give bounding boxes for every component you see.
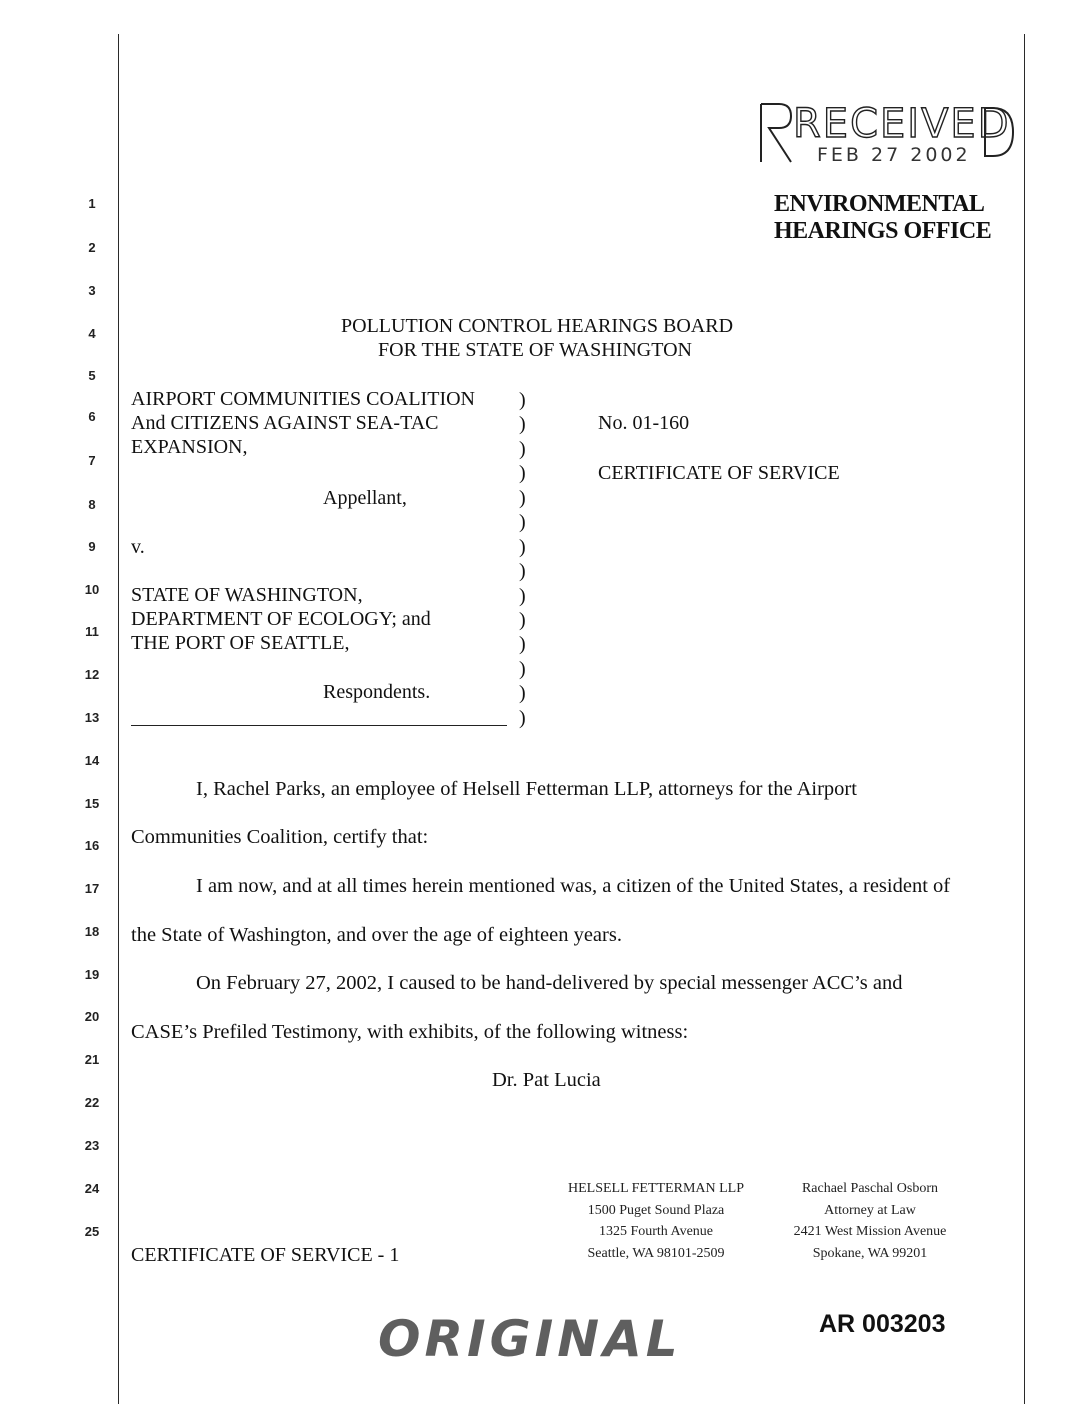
line-number: 16	[84, 838, 100, 853]
line-number: 12	[84, 667, 100, 682]
firm-address-line: Seattle, WA 98101-2509	[587, 1245, 725, 1261]
attorney-address-line: Spokane, WA 99201	[812, 1245, 928, 1261]
caption-underline	[131, 725, 507, 726]
caption-paren: )	[519, 633, 526, 655]
body-paragraph-line: CASE’s Prefiled Testimony, with exhibits, of the following witness:	[131, 1021, 689, 1043]
line-number: 17	[84, 881, 100, 896]
firm-address-line: 1500 Puget Sound Plaza	[587, 1202, 725, 1218]
line-number: 11	[85, 624, 99, 639]
appellant-line: AIRPORT COMMUNITIES COALITION	[131, 388, 475, 410]
attorney-address	[772, 1178, 968, 1264]
caption-paren: )	[519, 438, 526, 460]
caption-paren: )	[519, 536, 526, 558]
caption-paren: )	[519, 609, 526, 631]
caption-paren: )	[519, 413, 526, 435]
agency-line: ENVIRONMENTAL	[774, 191, 985, 217]
firm-address-line: 1325 Fourth Avenue	[598, 1224, 714, 1239]
caption-paren: )	[519, 682, 526, 704]
appellant-role: Appellant,	[323, 487, 407, 509]
line-number: 22	[84, 1095, 100, 1110]
caption-paren: )	[519, 389, 526, 411]
footer-page-label: CERTIFICATE OF SERVICE - 1	[131, 1244, 400, 1266]
case-number: No. 01-160	[598, 412, 690, 434]
line-number: 25	[84, 1224, 100, 1239]
line-number: 19	[84, 967, 100, 982]
line-number: 9	[88, 539, 96, 554]
line-number: 1	[88, 196, 96, 211]
line-number: 15	[84, 796, 100, 811]
received-stamp	[757, 100, 1017, 166]
line-number: 20	[84, 1009, 100, 1024]
left-margin-rule	[118, 34, 119, 1404]
respondent-line: DEPARTMENT OF ECOLOGY; and	[131, 608, 431, 630]
bates-number: AR 003203	[819, 1310, 946, 1338]
body-paragraph-line: On February 27, 2002, I caused to be hand-delivered by special messenger ACC’s and	[196, 972, 903, 994]
body-paragraph-line: Communities Coalition, certify that:	[131, 826, 429, 848]
caption-paren: )	[519, 462, 526, 484]
line-number: 4	[88, 326, 96, 341]
received-stamp-date: FEB 27 2002	[817, 144, 971, 166]
line-number: 18	[84, 924, 100, 939]
attorney-address-line: Attorney at Law	[824, 1202, 916, 1218]
respondent-role: Respondents.	[323, 681, 431, 703]
line-number: 2	[88, 240, 96, 255]
caption-paren: )	[519, 707, 526, 729]
right-margin-rule	[1024, 34, 1025, 1404]
line-number: 10	[84, 582, 100, 597]
witness-name: Dr. Pat Lucia	[492, 1069, 601, 1091]
caption-paren: )	[519, 487, 526, 509]
respondent-line: THE PORT OF SEATTLE,	[131, 632, 350, 654]
original-stamp: ORIGINAL	[378, 1310, 682, 1368]
firm-address	[558, 1178, 754, 1264]
line-number: 7	[88, 453, 96, 468]
line-number: 6	[88, 409, 96, 424]
line-number: 13	[84, 710, 100, 725]
respondent-line: STATE OF WASHINGTON,	[131, 584, 363, 606]
body-paragraph-line: I, Rachel Parks, an employee of Helsell Fetterman LLP, attorneys for the Airport	[196, 778, 857, 800]
caption-paren: )	[519, 511, 526, 533]
body-paragraph-line: the State of Washington, and over the age of eighteen years.	[131, 924, 622, 946]
line-number: 14	[84, 753, 100, 768]
line-number: 23	[84, 1138, 100, 1153]
line-number: 24	[84, 1181, 100, 1196]
appellant-line: And CITIZENS AGAINST SEA-TAC	[131, 412, 439, 434]
line-number: 21	[84, 1052, 100, 1067]
agency-line: HEARINGS OFFICE	[774, 218, 992, 244]
line-number: 5	[88, 368, 96, 383]
caption-paren: )	[519, 658, 526, 680]
attorney-address-line: Rachael Paschal Osborn	[801, 1181, 939, 1196]
firm-address-line: HELSELL FETTERMAN LLP	[567, 1181, 745, 1196]
agency-name	[774, 191, 991, 245]
document-title: CERTIFICATE OF SERVICE	[598, 462, 840, 484]
line-number: 3	[88, 283, 96, 298]
attorney-address-line: 2421 West Mission Avenue	[793, 1224, 947, 1239]
caption-paren: )	[519, 585, 526, 607]
board-title: POLLUTION CONTROL HEARINGS BOARD	[341, 315, 734, 337]
received-stamp-text: RECEIVED	[793, 101, 1011, 147]
line-number: 8	[88, 497, 96, 512]
body-paragraph-line: I am now, and at all times herein mentioned was, a citizen of the United States, a resident of	[196, 875, 951, 897]
versus: v.	[131, 536, 145, 558]
board-subtitle: FOR THE STATE OF WASHINGTON	[378, 339, 692, 361]
caption-paren: )	[519, 560, 526, 582]
appellant-line: EXPANSION,	[131, 436, 248, 458]
